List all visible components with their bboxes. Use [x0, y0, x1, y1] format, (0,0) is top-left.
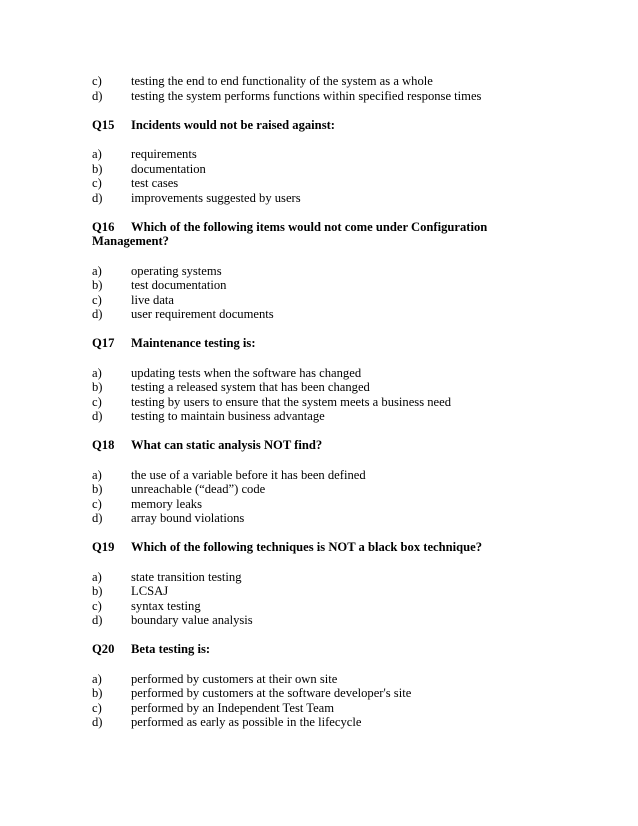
option-row: [92, 468, 512, 483]
option-text: memory leaks: [131, 496, 202, 511]
option-text: the use of a variable before it has been defined: [131, 467, 366, 482]
option-text: testing a released system that has been changed: [131, 380, 370, 394]
option-list: [92, 366, 512, 424]
option-row: [92, 264, 512, 279]
option-label: d): [92, 190, 103, 205]
option-text: requirements: [131, 147, 197, 161]
option-label: a): [92, 365, 102, 380]
option-label: c): [92, 176, 102, 190]
option-text: syntax testing: [131, 598, 201, 613]
question-heading: [92, 540, 512, 555]
option-label: d): [92, 715, 103, 729]
option-label: c): [92, 394, 102, 409]
option-text: testing the end to end functionality of the system as a whole: [131, 74, 433, 88]
question-heading: [92, 642, 512, 657]
option-label: c): [92, 598, 102, 613]
option-row: [92, 74, 512, 89]
continued-options: [92, 74, 512, 103]
option-label: b): [92, 686, 103, 700]
question-text: Which of the following techniques is NOT a black box technique?: [131, 540, 483, 554]
option-text: updating tests when the software has changed: [131, 365, 362, 380]
option-text: performed by customers at the software developer's site: [131, 686, 412, 700]
option-label: b): [92, 278, 103, 292]
option-label: c): [92, 496, 102, 511]
option-row: [92, 380, 512, 395]
option-label: d): [92, 511, 103, 525]
option-text: operating systems: [131, 263, 222, 278]
option-row: [92, 672, 512, 687]
option-text: state transition testing: [131, 569, 242, 584]
option-label: a): [92, 671, 102, 686]
option-list: [92, 570, 512, 628]
option-text: testing by users to ensure that the system meets a business need: [131, 394, 452, 409]
option-row: [92, 366, 512, 381]
option-text: live data: [131, 292, 175, 307]
option-list: [92, 147, 512, 205]
option-text: performed by customers at their own site: [131, 671, 338, 686]
question-heading: [92, 336, 512, 351]
option-row: [92, 89, 512, 104]
option-row: [92, 482, 512, 497]
option-list: [92, 264, 512, 322]
question-text: Beta testing is:: [131, 642, 211, 656]
option-row: [92, 176, 512, 191]
option-label: a): [92, 263, 102, 278]
option-label: a): [92, 467, 102, 482]
option-text: test cases: [131, 176, 179, 190]
question-text: Maintenance testing is:: [131, 336, 256, 350]
option-text: performed as early as possible in the lifecycle: [131, 715, 362, 729]
option-row: [92, 409, 512, 424]
option-row: [92, 599, 512, 614]
option-text: documentation: [131, 161, 206, 176]
question-heading: [92, 118, 512, 133]
option-row: [92, 162, 512, 177]
question-heading: [92, 438, 512, 453]
question-text: What can static analysis NOT find?: [131, 438, 323, 452]
option-text: LCSAJ: [131, 584, 169, 598]
option-text: array bound violations: [131, 511, 245, 525]
option-text: testing to maintain business advantage: [131, 409, 325, 423]
option-row: [92, 293, 512, 308]
option-label: d): [92, 307, 103, 321]
question-heading: [92, 220, 492, 249]
option-label: c): [92, 292, 102, 307]
option-row: [92, 278, 512, 293]
option-list: [92, 672, 512, 730]
option-row: [92, 307, 512, 322]
option-text: user requirement documents: [131, 307, 274, 321]
option-text: unreachable (“dead”) code: [131, 482, 266, 496]
option-label: d): [92, 613, 103, 627]
option-label: d): [92, 409, 103, 423]
option-row: [92, 613, 512, 628]
option-text: improvements suggested by users: [131, 190, 301, 205]
option-text: testing the system performs functions within specified response times: [131, 88, 482, 103]
option-row: [92, 497, 512, 512]
question-text: Which of the following items would not come under Configuration Management?: [92, 219, 488, 248]
option-label: a): [92, 569, 102, 584]
option-label: d): [92, 88, 103, 103]
option-label: b): [92, 380, 103, 394]
question-text: Incidents would not be raised against:: [131, 117, 335, 132]
option-row: [92, 686, 512, 701]
option-list: [92, 468, 512, 526]
option-text: performed by an Independent Test Team: [131, 700, 335, 715]
option-label: c): [92, 700, 102, 715]
option-label: a): [92, 147, 102, 161]
option-row: [92, 395, 512, 410]
option-label: b): [92, 584, 103, 598]
option-label: b): [92, 482, 103, 496]
option-label: b): [92, 161, 103, 176]
option-row: [92, 147, 512, 162]
question-number: Q18: [92, 438, 115, 452]
question-number: Q16: [92, 219, 115, 234]
question-number: Q19: [92, 540, 115, 554]
question-number: Q15: [92, 117, 115, 132]
document-page: [92, 74, 512, 744]
option-row: [92, 701, 512, 716]
option-row: [92, 715, 512, 730]
option-text: boundary value analysis: [131, 613, 253, 627]
question-number: Q17: [92, 336, 115, 350]
option-row: [92, 511, 512, 526]
option-text: test documentation: [131, 278, 227, 292]
option-row: [92, 584, 512, 599]
question-number: Q20: [92, 642, 115, 656]
option-label: c): [92, 74, 102, 88]
option-row: [92, 191, 512, 206]
option-row: [92, 570, 512, 585]
